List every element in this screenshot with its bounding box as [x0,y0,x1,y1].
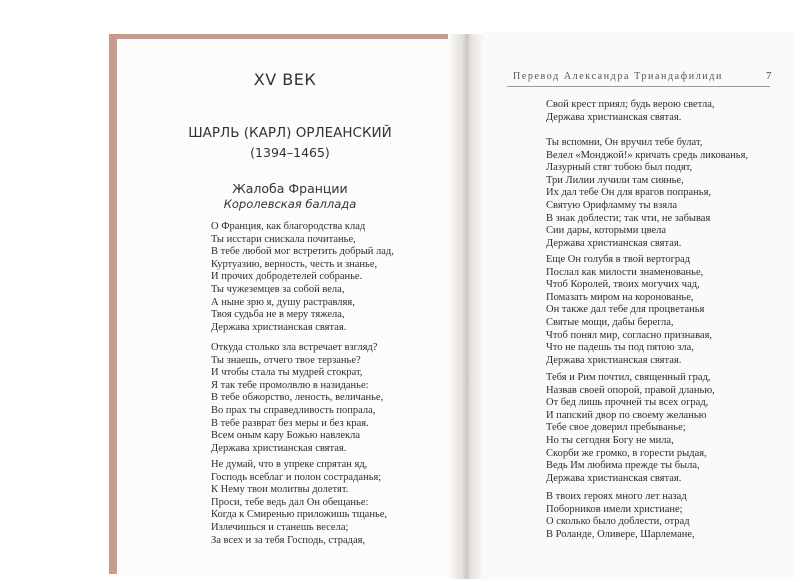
verse-line: Свой крест приял; будь верою светла, [546,99,715,110]
verse-line: Всем оным кару Божью навлекла [211,430,361,442]
verse-line: В тебе разврат без меры и без края. [211,417,369,429]
verse-line: Ты исстари снискала почитанье, [211,233,356,245]
verse-line: И папский двор по своему желанью [546,409,707,421]
verse-line: Святую Орифламму ты взяла [546,199,677,211]
verse-line: А ныне зрю я, душу растравляя, [211,296,355,308]
book-gutter [448,34,484,579]
verse-line: О сколько было доблести, отрад [546,516,690,528]
page-number: 7 [766,70,772,82]
verse-line: Ты знаешь, отчего твое терзанье? [211,354,361,366]
verse-line: И чтобы стала ты мудрей стократ, [211,367,363,379]
verse-line: Проси, тебе ведь дал Он обещанье: [211,496,369,508]
verse-refrain: Держава христианская святая. [546,354,682,366]
verse-line: И прочих добродетелей собранье. [211,271,363,283]
author-name: ШАРЛЬ (КАРЛ) ОРЛЕАНСКИЙ [188,125,392,141]
verse-line: Излечишься и станешь весела; [211,521,349,533]
verse-line: Тебе свое доверил пребыванье; [546,422,686,434]
running-head: Перевод Александра Триандафилиди [513,71,723,82]
verse-line: Во прах ты справедливость попрала, [211,404,376,416]
verse-line: Что не падешь ты под пятою зла, [546,342,694,354]
verse-line: За всех и за тебя Господь, страдая, [211,534,366,546]
stanza [211,221,394,334]
verse-line: Святые мощи, дабы берегла, [546,316,674,328]
stanza [546,137,748,250]
verse-line: Куртуазию, верность, честь и знанье, [211,258,378,270]
verse-line: В тебе обжорство, леность, величанье, [211,392,384,404]
poem-title: Жалоба Франции [232,181,348,196]
verse-refrain: Держава христианская святая. [211,321,347,333]
verse-refrain: Держава христианская святая. [546,472,682,484]
verse-line: Но ты сегодня Богу не мила, [546,434,674,446]
book-cover-edge [109,34,117,574]
verse-line: Послал как милости знаменованье, [546,266,704,278]
verse-line: Сии дары, которыми цвела [546,225,667,237]
verse-line: Откуда столько зла встречает взгляд? [211,342,378,353]
verse-line: Не думай, что в упреке спрятан яд, [211,459,368,470]
verse-line: Помазать миром на коронованье, [546,291,694,303]
stanza [546,99,715,124]
verse-line: Лазурный стяг тобою был подят, [546,162,693,174]
verse-line: В Роланде, Оливере, Шарлемане, [546,528,695,540]
verse-line: Ты чужеземцев за собой вела, [211,283,345,295]
verse-line: Тебя и Рим почтил, священный град, [546,372,711,383]
stanza [546,372,715,485]
stanza [211,342,383,455]
verse-line: Ведь Им любима прежде ты была, [546,460,700,472]
verse-line: Чтоб понял мир, согласно признавая, [546,329,713,341]
author-years: (1394–1465) [250,145,330,160]
verse-line: Твоя судьба не в меру тяжела, [211,309,345,321]
verse-line: Я так тебе промолвлю в назиданье: [211,379,369,391]
verse-line: Когда к Смиренью приложишь тщанье, [211,509,388,521]
verse-line: Велел «Монджой!» кричать средь ликованья, [546,149,749,161]
header-rule [507,86,770,87]
stanza [211,459,387,547]
verse-line: В твоих героях много лет назад [546,491,687,502]
verse-line: Поборников имели христиане; [546,503,683,515]
verse-line: Он также дал тебе для процветанья [546,304,705,316]
section-title: XV ВЕК [253,70,317,89]
verse-line: Их дал тебе Он для врагов попранья, [546,187,712,199]
verse-line: Еще Он голубя в твой вертоград [546,254,691,265]
verse-line: К Нему твои молитвы долетят. [211,484,349,496]
verse-refrain: Держава христианская святая. [211,442,347,454]
verse-refrain: Держава христианская святая. [546,237,682,249]
verse-line: Господь всеблаг и полон состраданья; [211,471,382,483]
verse-line: Назвав своей опорой, правой дланью, [546,384,715,396]
verse-line: Ты вспомни, Он вручил тебе булат, [546,137,703,148]
verse-line: В тебе любой мог встретить добрый лад, [211,246,394,258]
verse-line: Скорби же громко, в горести рыдая, [546,447,707,459]
verse-line: Три Лилии лучили там сиянье, [546,174,684,186]
verse-line: О Франция, как благородства клад [211,221,366,232]
verse-refrain: Держава христианская святая. [546,111,682,123]
verse-line: Чтоб Королей, твоих могучих чад, [546,279,700,291]
poem-subtitle: Королевская баллада [223,197,357,211]
verse-line: От бед лишь прочней ты всех оград, [546,397,709,409]
stanza [546,254,712,367]
stanza [546,491,695,541]
verse-line: В знак доблести; так чти, не забывая [546,212,711,224]
